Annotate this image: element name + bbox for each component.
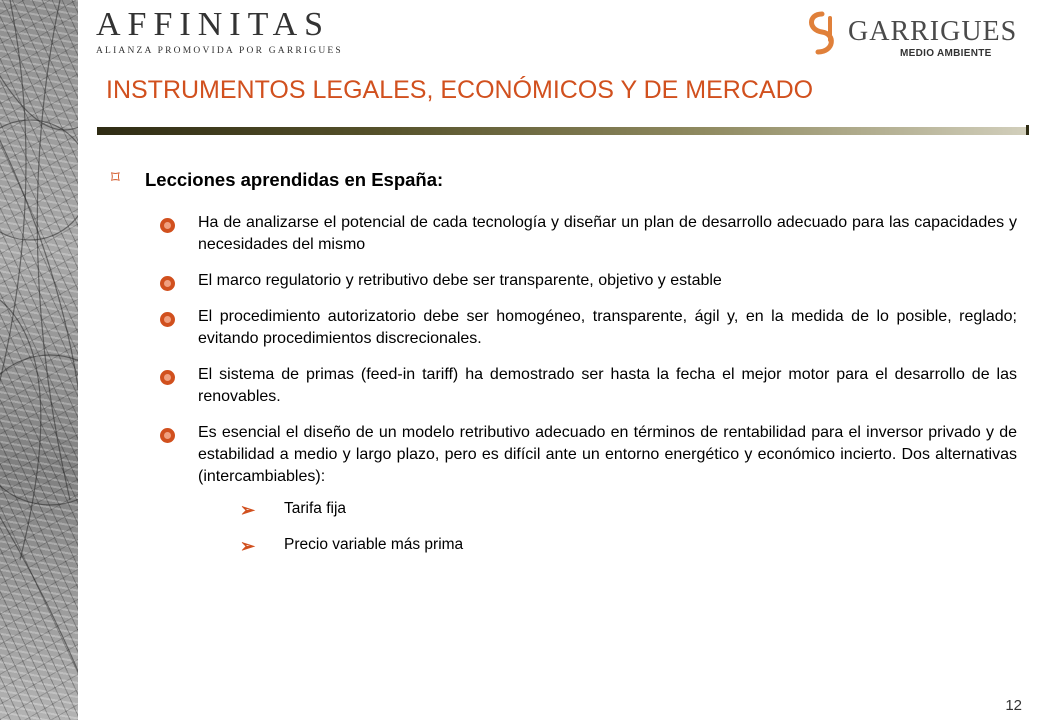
circle-bullet-icon [160, 276, 175, 291]
circle-bullet-icon [160, 312, 175, 327]
arrow-bullet-icon: ➢ [240, 536, 256, 556]
list-item [160, 212, 1017, 256]
circle-bullet-icon [160, 370, 175, 385]
affinitas-logo [96, 6, 343, 58]
sub-list-item [240, 498, 1017, 520]
section-heading: Lecciones aprendidas en España: [145, 169, 444, 190]
title-divider-end [1026, 125, 1029, 135]
decorative-side-image [0, 0, 78, 720]
list-item-text: El sistema de primas (feed-in tariff) ha demostrado ser hasta la fecha el mejor motor para el desarrollo de las renovables. [198, 366, 1017, 405]
list-item [160, 306, 1017, 350]
lessons-list [160, 212, 1017, 570]
list-item-text: Es esencial el diseño de un modelo retributivo adecuado en términos de rentabilidad para el inversor privado y de estabilidad a medio y largo plazo, pero es difícil ante un entorno energético y económico incierto. Dos alternativas (intercambiables): [198, 424, 1017, 485]
list-item [160, 364, 1017, 408]
sub-list-item-text: Tarifa fija [284, 500, 347, 517]
sub-list-item-text: Precio variable más prima [284, 536, 464, 553]
heading-bullet-icon: ⌑ [111, 168, 120, 187]
circle-bullet-icon [160, 428, 175, 443]
garrigues-tagline: MEDIO AMBIENTE [900, 48, 992, 59]
title-divider [97, 127, 1029, 135]
list-item [160, 422, 1017, 556]
list-item-text: El marco regulatorio y retributivo debe ser transparente, objetivo y estable [198, 272, 722, 289]
arrow-bullet-icon: ➢ [240, 500, 256, 520]
garrigues-wordmark: GARRIGUES [848, 16, 1018, 47]
list-item [160, 270, 1017, 292]
list-item-text: El procedimiento autorizatorio debe ser homogéneo, transparente, ágil y, en la medida de lo posible, reglado; evitando procedimientos discrecionales. [198, 308, 1017, 347]
sub-list-item [240, 534, 1017, 556]
list-item-text: Ha de analizarse el potencial de cada tecnología y diseñar un plan de desarrollo adecuado para las capacidades y necesidades del mismo [198, 214, 1017, 253]
affinitas-tagline: ALIANZA PROMOVIDA POR GARRIGUES [96, 46, 343, 56]
garrigues-logo [800, 10, 1025, 60]
page-title: INSTRUMENTOS LEGALES, ECONÓMICOS Y DE MERCADO [106, 76, 814, 104]
garrigues-emblem-icon [800, 10, 844, 58]
page-number: 12 [1005, 697, 1022, 714]
alternatives-list [240, 498, 1017, 556]
affinitas-wordmark: AFFINITAS [96, 6, 331, 43]
circle-bullet-icon [160, 218, 175, 233]
